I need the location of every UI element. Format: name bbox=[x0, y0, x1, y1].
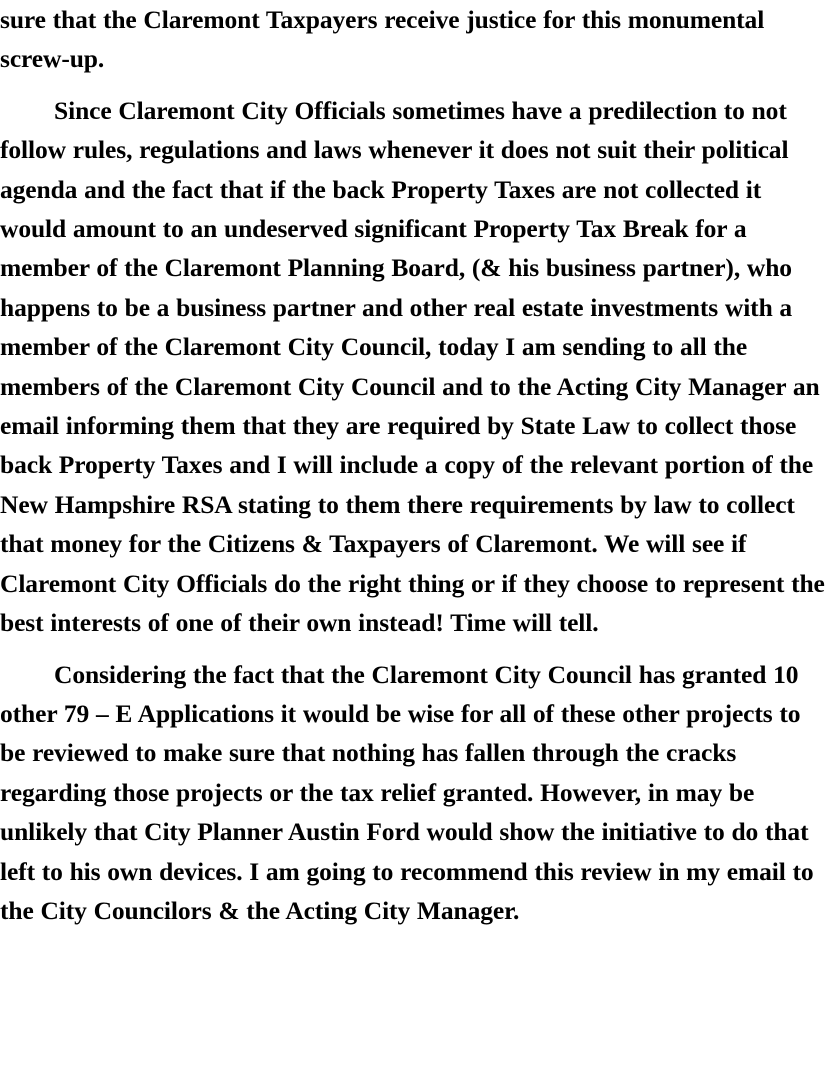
paragraph-continued-screwup: sure that the Claremont Taxpayers receive justice for this monumental screw-up. bbox=[0, 5, 765, 74]
paragraph-predilection: Since Claremont City Officials sometimes have a predilection to not follow rules, regulations and laws whenever it does not suit their political agenda and the fact that if the back Property Taxes are not collected it would amount to an undeserved significant Property Tax Break for a member of the Claremont Planning Board, (& his business partner), who happens to be a business partner and other real estate investments with a member of the Claremont City Council, today I am sending to all the members of the Claremont City Council and to the Acting City Manager an email informing them that they are required by State Law to collect those back Property Taxes and I will include a copy of the relevant portion of the New Hampshire RSA stating to them there requirements by law to collect that money for the Citizens & Taxpayers of Claremont. We will see if Claremont City Officials do the right thing or if they choose to represent the best interests of one of their own instead! Time will tell. bbox=[0, 95, 825, 638]
paragraph-79e-applications: Considering the fact that the Claremont City Council has granted 10 other 79 – E Applications it would be wise for all of these other projects to be reviewed to make sure that nothing has fallen through the cracks regarding those projects or the tax relief granted. However, in may be unlikely that City Planner Austin Ford would show the initiative to do that left to his own devices. I am going to recommend this review in my email to the City Councilors & the Acting City Manager. bbox=[0, 659, 814, 925]
